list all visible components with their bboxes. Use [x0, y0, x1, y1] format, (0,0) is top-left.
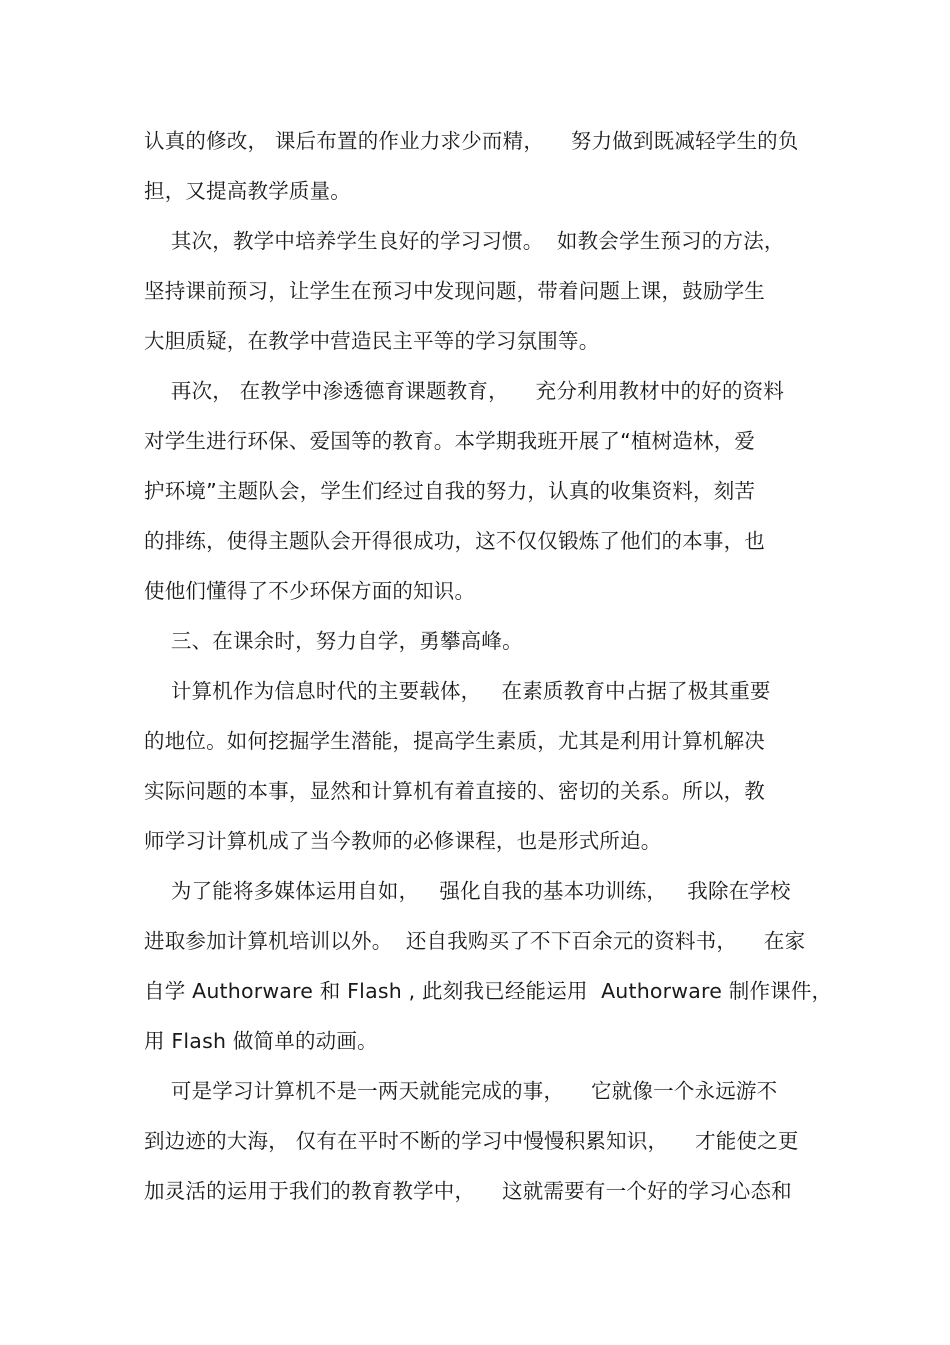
- text-line: 认真的修改， 课后布置的作业力求少而精， 努力做到既减轻学生的负: [144, 129, 799, 153]
- section-heading: 三、在课余时，努力自学，勇攀高峰。: [144, 629, 523, 653]
- text-line: 担，又提高教学质量。: [144, 179, 351, 203]
- text-line: 再次， 在教学中渗透德育课题教育， 充分利用教材中的好的资料: [144, 379, 785, 403]
- text-line: 坚持课前预习，让学生在预习中发现问题，带着问题上课，鼓励学生: [144, 279, 765, 303]
- text-line: 可是学习计算机不是一两天就能完成的事， 它就像一个永远游不: [144, 1079, 778, 1103]
- text-line: 师学习计算机成了当今教师的必修课程，也是形式所迫。: [144, 829, 662, 853]
- text-line: 的地位。如何挖掘学生潜能，提高学生素质，尤其是利用计算机解决: [144, 729, 765, 753]
- text-line: 大胆质疑，在教学中营造民主平等的学习氛围等。: [144, 329, 600, 353]
- text-line: 计算机作为信息时代的主要载体， 在素质教育中占据了极其重要: [144, 679, 771, 703]
- text-line: 加灵活的运用于我们的教育教学中， 这就需要有一个好的学习心态和: [144, 1179, 792, 1203]
- text-line: 对学生进行环保、爱国等的教育。本学期我班开展了“植树造林，爱: [144, 429, 756, 453]
- text-line: 进取参加计算机培训以外。 还自我购买了不下百余元的资料书， 在家: [144, 929, 806, 953]
- text-line: 其次，教学中培养学生良好的学习习惯。 如教会学生预习的方法，: [144, 229, 785, 253]
- text-line: 自学 Authorware 和 Flash , 此刻我已经能运用 Authorware 制作课件，: [144, 979, 833, 1003]
- text-line: 用 Flash 做简单的动画。: [144, 1029, 378, 1053]
- text-line: 护环境”主题队会，学生们经过自我的努力，认真的收集资料，刻苦: [144, 479, 756, 503]
- text-line: 为了能将多媒体运用自如， 强化自我的基本功训练， 我除在学校: [144, 879, 791, 903]
- text-line: 实际问题的本事，显然和计算机有着直接的、密切的关系。所以，教: [144, 779, 765, 803]
- text-line: 到边迹的大海， 仅有在平时不断的学习中慢慢积累知识， 才能使之更: [144, 1129, 799, 1153]
- text-line: 使他们懂得了不少环保方面的知识。: [144, 579, 476, 603]
- text-line: 的排练，使得主题队会开得很成功，这不仅仅锻炼了他们的本事，也: [144, 529, 765, 553]
